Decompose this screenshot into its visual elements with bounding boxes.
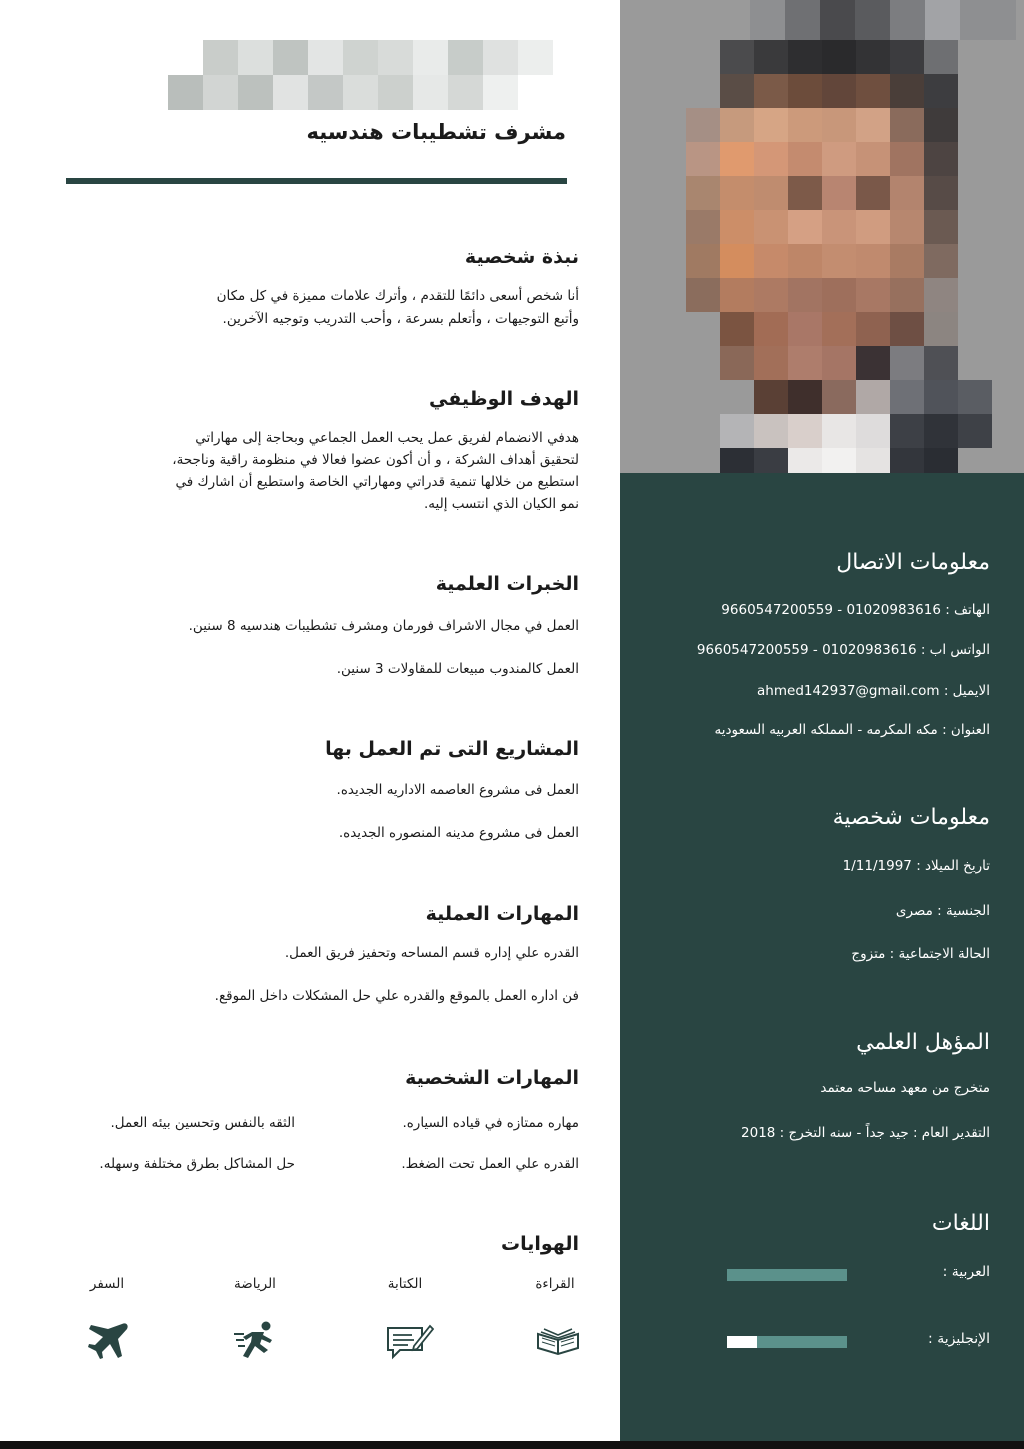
language-label-arabic: العربية :: [942, 1264, 990, 1280]
section-title-experience: الخبرات العلمية: [435, 573, 579, 595]
title-divider: [66, 178, 567, 184]
hobby-label-reading: القراءة: [535, 1276, 575, 1292]
experience-item-2: العمل كالمندوب مبيعات للمقاولات 3 سنين.: [336, 661, 579, 677]
languages-title: اللغات: [931, 1211, 990, 1236]
contact-title: معلومات الاتصال: [836, 550, 990, 575]
hobby-label-sports: الرياضة: [234, 1276, 276, 1292]
language-level-empty-english: [727, 1336, 757, 1348]
contact-email: الايميل : ahmed142937@gmail.com: [757, 683, 990, 699]
education-section: [630, 1030, 990, 1055]
section-title-personal-skills: المهارات الشخصية: [405, 1067, 579, 1089]
objective-line-4: نمو الكيان الذي انتسب إليه.: [424, 496, 579, 512]
sidebar: [620, 0, 1024, 1441]
personal-info-title: معلومات شخصية: [832, 805, 990, 830]
practical-skill-1: القدره علي إداره قسم المساحه وتحفيز فريق العمل.: [284, 945, 579, 961]
hobby-label-writing: الكتابة: [387, 1276, 423, 1292]
education-title: المؤهل العلمي: [856, 1030, 990, 1055]
objective-line-1: هدفي الانضمام لفريق عمل يحب العمل الجماعي وبحاجة إلى مهاراتي: [195, 430, 579, 446]
objective-line-2: لتحقيق أهداف الشركة ، و أن أكون عضوا فعالا في منظومة راقية وناجحة،: [172, 452, 579, 468]
language-level-bar-english: [727, 1336, 847, 1348]
hobby-label-travel: السفر: [89, 1276, 125, 1292]
personal-info-section: [630, 805, 990, 830]
section-title-projects: المشاريع التى تم العمل بها: [325, 738, 579, 760]
writing-icon: [384, 1320, 434, 1360]
airplane-icon: [82, 1320, 132, 1360]
language-row-english: [620, 1331, 1024, 1361]
profile-photo-censored: [620, 0, 1024, 473]
profile-line-2: وأتبع التوجيهات ، وأتعلم بسرعة ، وأحب التدريب وتوجيه الآخرين.: [222, 311, 579, 327]
section-title-hobbies: الهوايات: [501, 1233, 579, 1255]
section-title-objective: الهدف الوظيفي: [429, 388, 579, 410]
name-censored-block: [168, 40, 598, 110]
marital-status: الحالة الاجتماعية : متزوج: [851, 946, 990, 962]
project-item-1: العمل فى مشروع العاصمه الاداريه الجديده.: [336, 782, 579, 798]
personal-skill-4: حل المشاكل بطرق مختلفة وسهله.: [99, 1156, 295, 1172]
nationality: الجنسية : مصرى: [895, 903, 990, 919]
book-icon: [533, 1320, 583, 1360]
project-item-2: العمل فى مشروع مدينه المنصوره الجديده.: [338, 825, 579, 841]
profile-line-1: أنا شخص أسعى دائمًا للتقدم ، وأترك علامات مميزة في كل مكان: [216, 288, 579, 304]
job-title: مشرف تشطيبات هندسيه: [306, 120, 566, 144]
birth-date: تاريخ الميلاد : 1/11/1997: [842, 858, 990, 874]
personal-skill-2: الثقه بالنفس وتحسين بيئه العمل.: [110, 1115, 295, 1131]
section-title-profile: نبذة شخصية: [464, 246, 579, 268]
section-title-practical-skills: المهارات العملية: [425, 903, 579, 925]
contact-phone: الهاتف : 01020983616 - 9660547200559: [721, 602, 990, 618]
language-row-arabic: [620, 1264, 1024, 1294]
language-level-bar-arabic: [727, 1269, 847, 1281]
language-label-english: الإنجليزية :: [928, 1331, 990, 1347]
personal-skill-3: القدره علي العمل تحت الضغط.: [401, 1156, 579, 1172]
contact-section: [630, 550, 990, 575]
education-grade: التقدير العام : جيد جداً - سنه التخرج : 2018: [741, 1125, 990, 1141]
runner-icon: [230, 1320, 280, 1360]
objective-line-3: استطيع من خلالها تنمية قدراتي ومهاراتي الخاصة واستطيع أن اشارك في: [175, 474, 579, 490]
education-degree: متخرج من معهد مساحه معتمد: [820, 1080, 990, 1096]
languages-section: [630, 1211, 990, 1236]
contact-whatsapp: الواتس اب : 01020983616 - 9660547200559: [696, 642, 990, 658]
experience-item-1: العمل في مجال الاشراف فورمان ومشرف تشطيبات هندسيه 8 سنين.: [188, 618, 579, 634]
practical-skill-2: فن اداره العمل بالموقع والقدره علي حل المشكلات داخل الموقع.: [214, 988, 579, 1004]
bottom-border: [0, 1441, 1024, 1449]
contact-address: العنوان : مكه المكرمه - المملكه العربيه السعوديه: [714, 722, 990, 738]
personal-skill-1: مهاره ممتازه في قياده السياره.: [402, 1115, 579, 1131]
